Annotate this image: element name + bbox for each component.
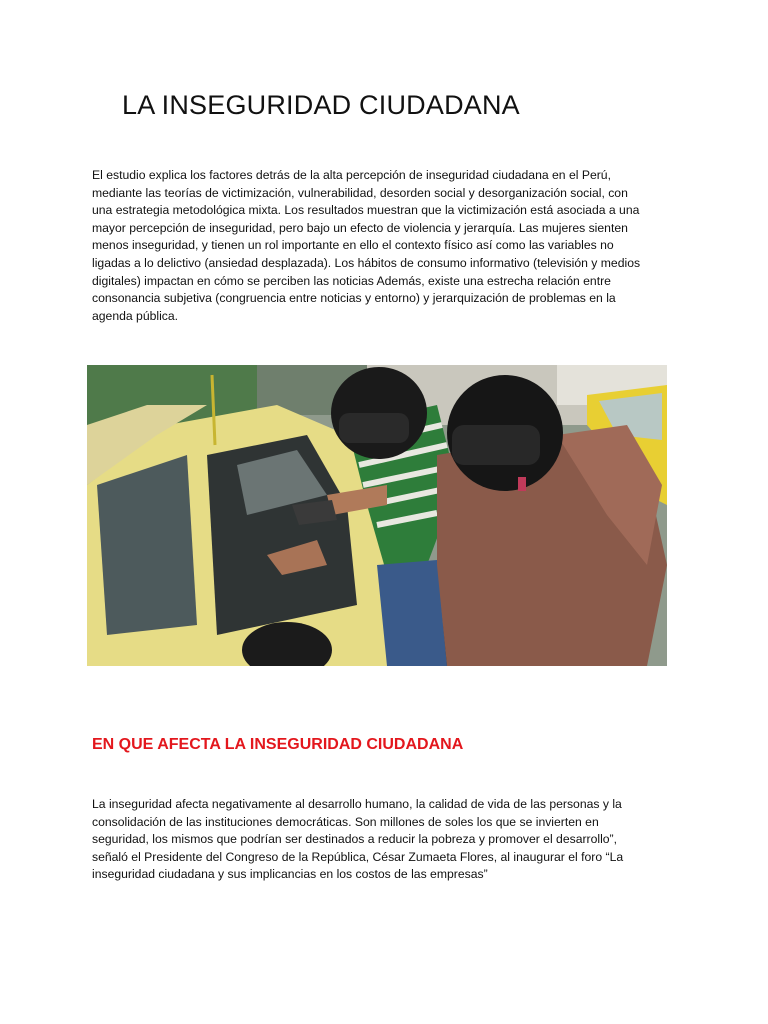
intro-line: mediante las teorías de victimización, vulnerabilidad, desorden social y desorganización social, con	[92, 185, 628, 200]
intro-line: digitales) impactan en cómo se perciben las noticias Además, existe una estrecha relación entre	[92, 273, 611, 288]
intro-line: una estrategia metodológica mixta. Los resultados muestran que la victimización está asociada a una	[92, 203, 640, 218]
intro-line: mayor percepción de inseguridad, pero bajo un efecto de violencia y jerarquía. Las mujeres sienten	[92, 220, 628, 235]
intro-paragraph	[92, 167, 682, 325]
effects-line: señaló el Presidente del Congreso de la República, César Zumaeta Flores, al inaugurar el foro “La	[92, 849, 624, 864]
robbery-photo	[87, 365, 667, 666]
intro-line: El estudio explica los factores detrás de la alta percepción de inseguridad ciudadana en el Perú,	[92, 168, 611, 182]
effects-paragraph	[92, 796, 682, 884]
intro-line: agenda pública.	[92, 308, 179, 323]
effects-line: consolidación de las instituciones democráticas. Son millones de soles los que se invierten en	[92, 814, 599, 829]
effects-line: inseguridad ciudadana y sus implicancias en los costos de las empresas”	[92, 867, 488, 882]
page-title: LA INSEGURIDAD CIUDADANA	[122, 90, 520, 120]
effects-line: seguridad, los mismos que podrían ser destinados a reducir la pobreza y promover el desarrollo”,	[92, 832, 618, 847]
effects-line: La inseguridad afecta negativamente al desarrollo humano, la calidad de vida de las personas y la	[92, 797, 622, 811]
section-heading: EN QUE AFECTA LA INSEGURIDAD CIUDADANA	[92, 736, 464, 753]
intro-line: menos inseguridad, y tienen un rol importante en ello el contexto físico así como las variables no	[92, 238, 614, 253]
car-window	[97, 455, 197, 635]
intro-line: consonancia subjetiva (congruencia entre noticias y entorno) y jerarquización de problemas en la	[92, 291, 616, 306]
intro-line: ligadas a lo delictivo (ansiedad desplazada). Los hábitos de consumo informativo (televisión y medios	[92, 255, 641, 270]
